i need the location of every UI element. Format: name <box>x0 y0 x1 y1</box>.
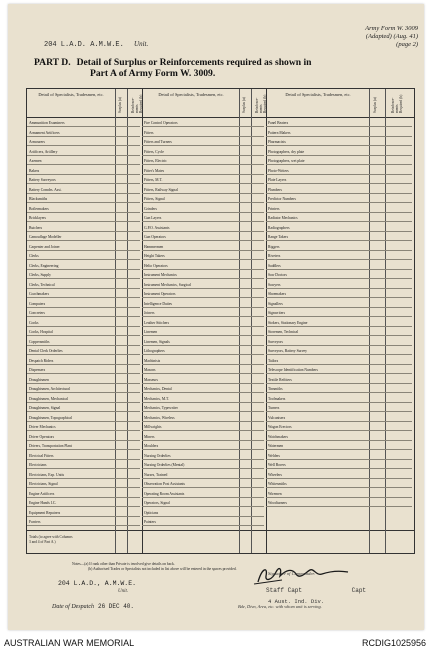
trade-row: Helio Operators <box>142 262 264 270</box>
trade-row: Mechanics, Dental <box>142 385 264 393</box>
trade-row: Wheelers <box>266 471 412 479</box>
notes <box>72 562 237 572</box>
trade-row: Dispensers <box>27 366 140 374</box>
signature-label: Signature of Commander. <box>268 571 315 576</box>
trade-row: Butchers <box>27 224 140 232</box>
trade-row: Artificers, Artillery <box>27 148 140 156</box>
trade-row: Driver Mechanics <box>27 423 140 431</box>
reinf-header-3: Reinforce-ments Required (b) <box>391 94 403 113</box>
trade-row: Mechanics, Wireless <box>142 414 264 422</box>
trade-row: Clerks, Technical <box>27 281 140 289</box>
trade-row: Operators, Signal <box>142 499 264 507</box>
trade-row: Well Borers <box>266 461 412 469</box>
reinf-header-1: Reinforce-ments Required (b) <box>131 94 143 113</box>
trade-row: Hammermen <box>142 243 264 251</box>
trade-row: Fitters, Cycle <box>142 148 264 156</box>
trade-row: Telescope Identification Numbers <box>266 366 412 374</box>
trade-row: Saddlers <box>266 262 412 270</box>
trade-row: Saw Doctors <box>266 271 412 279</box>
trade-row: Surveyors, Battery Survey <box>266 347 412 355</box>
signature-formation: 4 Aust. Ind. Div. <box>268 598 325 605</box>
trade-row: Radiator Mechanics <box>266 214 412 222</box>
trade-row: Toolmakers <box>266 395 412 403</box>
trade-row: Welders <box>266 452 412 460</box>
trade-row: Wiremen <box>266 490 412 498</box>
form-ref-line-1: Army Form W. 3009 <box>365 25 418 32</box>
trade-row: Instrument Mechanics, Surgical <box>142 281 264 289</box>
despatch-value: 26 DEC 40. <box>98 603 135 610</box>
trade-row: Electrical Fitters <box>27 452 140 460</box>
trade-row: Nursing Orderlies (Mental) <box>142 461 264 469</box>
trade-row: Turners <box>266 404 412 412</box>
archive-id: RCDIG1025956 <box>361 638 426 648</box>
signature-rank <box>266 587 366 594</box>
trade-row: Engine Artificers <box>27 490 140 498</box>
title-line-1: Detail of Surplus or Reinforcements required as shown in <box>76 57 312 68</box>
form-title <box>34 57 394 79</box>
trade-row: Plate Layers <box>266 176 412 184</box>
trade-row: Fire Control Operators <box>142 119 264 127</box>
trade-row: Clerks <box>27 252 140 260</box>
trade-row: Electricians <box>27 461 140 469</box>
surplus-header-3: Surplus (a) <box>373 97 377 113</box>
note-a: Notes—(a) If rank other than Private is involved give details on back. <box>72 562 175 566</box>
unit-label: Unit. <box>134 40 149 48</box>
trade-row: Carpenter and Joiner <box>27 243 140 251</box>
trade-row: Joiners <box>142 309 264 317</box>
trade-row: Observation Post Assistants <box>142 480 264 488</box>
trade-row: Electricians, Signal <box>27 480 140 488</box>
trade-row: Armament Artificers <box>27 129 140 137</box>
trade-row: Millwrights <box>142 423 264 431</box>
trade-row: Axemen <box>27 157 140 165</box>
trades-table <box>26 88 415 554</box>
trade-row: Linemen, Signals <box>142 338 264 346</box>
trade-row: Shoemakers <box>266 290 412 298</box>
trade-row: Electricians, Exp. Units <box>27 471 140 479</box>
trade-row: Cooks <box>27 319 140 327</box>
totals-label <box>29 535 72 544</box>
trade-row: Textile Refitters <box>266 376 412 384</box>
trade-row: Masseurs <box>142 376 264 384</box>
trade-row: Coppersmiths <box>27 338 140 346</box>
trade-row: Pharmacists <box>266 138 412 146</box>
specialist-header-1: Detail of Specialists, Tradesmen, etc. <box>38 92 104 97</box>
trade-row: Watermen <box>266 442 412 450</box>
trade-row: Mechanics, Typewriter <box>142 404 264 412</box>
trade-row: Range Takers <box>266 233 412 241</box>
trade-row: Woodturners <box>266 499 412 507</box>
trade-row: Ammunition Examiners <box>27 119 140 127</box>
trade-row: Instrument Operators <box>142 290 264 298</box>
trade-row: Nurses, Trained <box>142 471 264 479</box>
trade-row: Clerks, Engineering <box>27 262 140 270</box>
trade-row: Coachmakers <box>27 290 140 298</box>
trade-row: Plumbers <box>266 186 412 194</box>
part-label: PART D. <box>34 57 71 68</box>
trade-row: Bakers <box>27 167 140 175</box>
trade-row: Wagon Erectors <box>266 423 412 431</box>
footer-unit-label: Unit. <box>118 589 129 594</box>
trade-row: Draughtsmen <box>27 376 140 384</box>
trade-row: Lithographers <box>142 347 264 355</box>
trade-row: Machinists <box>142 357 264 365</box>
trade-row: Painters <box>142 518 264 526</box>
trade-row: Leather Stitchers <box>142 319 264 327</box>
trade-row: Stokers, Stationary Engine <box>266 319 412 327</box>
trade-row: Tinsmiths <box>266 385 412 393</box>
trade-row: Fitters and Turners <box>142 138 264 146</box>
trade-row: Miners <box>142 433 264 441</box>
trade-row: Fitters, Railway Signal <box>142 186 264 194</box>
footer-unit-value: 204 L.A.D., A.M.W.E. <box>58 580 137 587</box>
trade-row: Draughtsmen, Mechanical <box>27 395 140 403</box>
trade-row: Pattern Makers <box>266 129 412 137</box>
trade-row: Dental Clerk Orderlies <box>27 347 140 355</box>
trade-row: Whitesmiths <box>266 480 412 488</box>
surplus-header-2: Surplus (a) <box>242 97 246 113</box>
trade-row: Battery Surveyors <box>27 176 140 184</box>
form-reference <box>365 25 418 49</box>
signature-rank-value: Staff Capt <box>266 587 303 594</box>
trade-row: Cooks, Hospital <box>27 328 140 336</box>
trade-row: Draughtsmen, Topographical <box>27 414 140 422</box>
trade-row: Storemen, Technical <box>266 328 412 336</box>
trade-row: Nursing Orderlies <box>142 452 264 460</box>
trade-row: Riveters <box>266 252 412 260</box>
trade-row: Photo-Writers <box>266 167 412 175</box>
trade-row: Opticians <box>142 509 264 517</box>
archive-credit: AUSTRALIAN WAR MEMORIAL <box>4 638 135 648</box>
trade-row: Armourers <box>27 138 140 146</box>
despatch-label: Date of Despatch <box>52 604 94 610</box>
trade-row: Photographers, dry plate <box>266 148 412 156</box>
trade-row: Camouflage Modeller <box>27 233 140 241</box>
trade-row: Sawyers <box>266 281 412 289</box>
trade-row: Fitters, M.T. <box>142 176 264 184</box>
trade-row: Tailors <box>266 357 412 365</box>
specialist-header-3: Detail of Specialists, Tradesmen, etc. <box>285 92 351 97</box>
trade-row: Engine Hands I.C. <box>27 499 140 507</box>
despatch-date <box>52 603 134 610</box>
trade-row: Watchmakers <box>266 433 412 441</box>
trade-row: Masons <box>142 366 264 374</box>
trade-row: Driver Operators <box>27 433 140 441</box>
trade-row: Boilermakers <box>27 205 140 213</box>
trade-row: Printers <box>266 205 412 213</box>
trade-row: Moulders <box>142 442 264 450</box>
trade-row: Computers <box>27 300 140 308</box>
trade-row: Concreters <box>27 309 140 317</box>
title-line-2: Part A of Army Form W. 3009. <box>90 68 216 79</box>
totals-line-2: 3 and 4 of Part A.) <box>29 539 56 544</box>
unit-line <box>44 40 148 49</box>
trade-row: Mechanics, M.T. <box>142 395 264 403</box>
trade-row: Surveyors <box>266 338 412 346</box>
trade-row: Equipment Repairers <box>27 509 140 517</box>
trade-row: Gun Layers <box>142 214 264 222</box>
trade-row: Riggers <box>266 243 412 251</box>
totals-divider <box>27 530 414 531</box>
trade-row: Fitters, Signal <box>142 195 264 203</box>
trade-row: Predictor Numbers <box>266 195 412 203</box>
trade-row: Farriers <box>27 518 140 526</box>
trade-row: Grinders <box>142 205 264 213</box>
trade-row: Fitters, Electric <box>142 157 264 165</box>
trade-row: G.P.O. Assistants <box>142 224 264 232</box>
trade-row: Height Takers <box>142 252 264 260</box>
trade-row: Draughtsmen, Signal <box>27 404 140 412</box>
trade-row: Vulcanisers <box>266 414 412 422</box>
trade-row: Operating Room Assistants <box>142 490 264 498</box>
trade-row: Despatch Riders <box>27 357 140 365</box>
trade-row: Battery Comdrs. Asst. <box>27 186 140 194</box>
totals-line-1: Totals (to agree with Columns <box>29 535 73 539</box>
signature-caption: Bde, Divn, Area, etc. with whom unit is serving. <box>238 604 322 609</box>
trade-row: Clerks, Supply <box>27 271 140 279</box>
trade-row: Photographers, wet plate <box>266 157 412 165</box>
trade-row: Fitters <box>142 129 264 137</box>
trade-row: Drivers, Transportation Plant <box>27 442 140 450</box>
trade-row: Gun Operators <box>142 233 264 241</box>
trade-row: Signwriters <box>266 309 412 317</box>
form-ref-line-2: (Adapted) (Aug. 41) <box>365 33 418 40</box>
trade-row: Panel Beaters <box>266 119 412 127</box>
surplus-header-1: Surplus (a) <box>118 97 122 113</box>
trade-row: Linemen <box>142 328 264 336</box>
note-b: (b) Authorised Trades or Specialists not included in list above will be entered in the spaces provided. <box>88 567 237 571</box>
trade-row: Fitter's Mates <box>142 167 264 175</box>
trade-row: Draughtsmen, Architectural <box>27 385 140 393</box>
trade-row: Instrument Mechanics <box>142 271 264 279</box>
unit-value: 204 L.A.D. A.M.W.E. <box>44 41 124 49</box>
signature-rank-suffix: Capt <box>351 587 367 594</box>
header-divider <box>27 117 414 118</box>
trade-row: Radiographers <box>266 224 412 232</box>
trade-row: Bricklayers <box>27 214 140 222</box>
specialist-header-2: Detail of Specialists, Tradesmen, etc. <box>158 92 224 97</box>
form-ref-line-3: (page 2) <box>396 41 418 48</box>
reinf-header-2: Reinforce-ments Required (b) <box>255 94 267 113</box>
trade-row: Blacksmiths <box>27 195 140 203</box>
trade-row: Signallers <box>266 300 412 308</box>
trade-row: Intelligence Duties <box>142 300 264 308</box>
